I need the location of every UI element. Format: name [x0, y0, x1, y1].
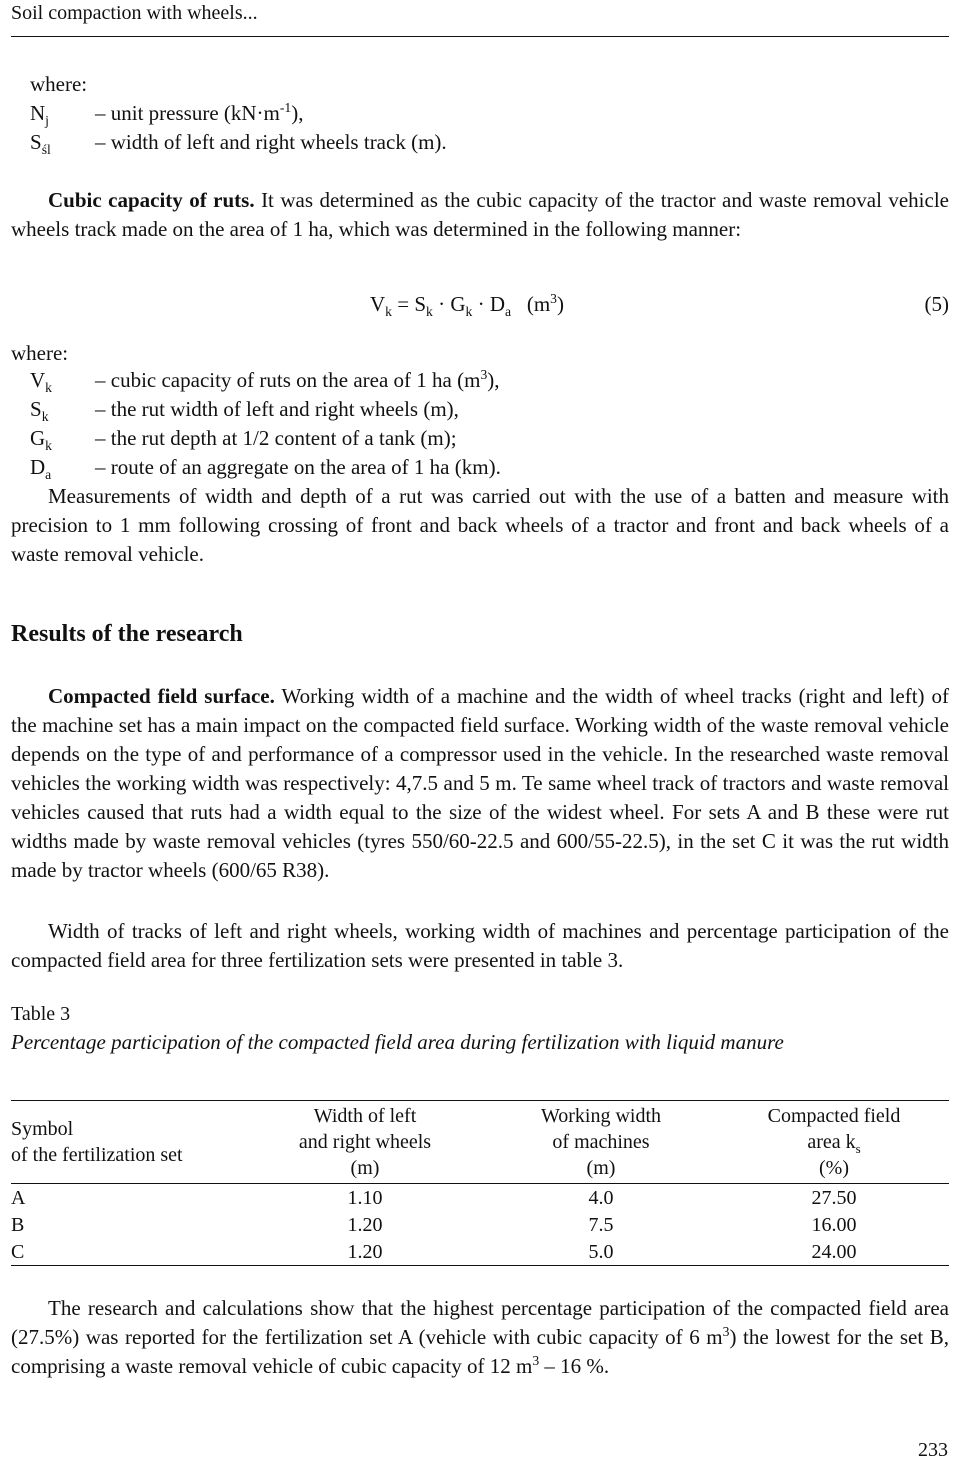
symbol-da: $D_a$: [30, 455, 52, 483]
header-rule: [11, 36, 949, 37]
cubic-capacity-paragraph: Cubic capacity of ruts. It was determined as the cubic capacity of the tractor and waste removal vehicle wheels track made on the area of 1 ha, which was determined in the following manner:: [11, 188, 949, 241]
cell-working-width: 7.5: [588, 1213, 614, 1236]
equation-number: (5): [924, 292, 949, 316]
section-heading: Results of the research: [11, 621, 243, 647]
where-label-2: where:: [11, 341, 69, 365]
table-row: [11, 1238, 949, 1266]
results-table: [11, 1100, 949, 1266]
cell-wheel-width: 1.10: [347, 1186, 383, 1209]
definition-da: – route of an aggregate on the area of 1 ha (km).: [95, 455, 501, 479]
symbol-sk: $S_k$: [30, 397, 49, 425]
table-label: Table 3: [11, 1003, 71, 1025]
compacted-field-paragraph: Compacted field surface. Working width of a machine and the width of wheel tracks (right and left) of the machine set has a main impact on the compacted field surface. Working width of the waste removal vehicle depends on the type of and performance of a compressor used in the vehicle. In the researched waste removal vehicles the working width was respectively: 4,7.5 and 5 m. Te same wheel track of tractors and waste removal vehicles caused that ruts had a width equal to the size of the widest wheel. For sets A and B these were rut widths made by waste removal vehicles (tyres 550/60-22.5 and 600/55-22.5), in the set C it was the rut width made by tractor wheels (600/65 R38).: [11, 684, 949, 882]
definition-ssl: – width of left and right wheels track (m).: [95, 130, 447, 154]
definition-vk: – cubic capacity of ruts on the area of 1 ha $(m^3)$,: [95, 367, 500, 392]
cell-symbol: A: [11, 1186, 26, 1209]
definition-sk: – the rut width of left and right wheels (m),: [95, 397, 459, 421]
symbol-gk: $G_k$: [30, 426, 52, 454]
cell-symbol: C: [11, 1240, 25, 1263]
page-number: 233: [918, 1439, 948, 1461]
cell-working-width: 5.0: [588, 1240, 614, 1263]
cell-compacted-area: 16.00: [811, 1213, 857, 1236]
header-wheel-width: Width of left and right wheels (m): [298, 1105, 432, 1179]
cell-wheel-width: 1.20: [347, 1240, 383, 1263]
cell-working-width: 4.0: [588, 1186, 614, 1209]
running-title: Soil compaction with wheels...: [11, 2, 258, 24]
equation-5: $V_k = S_k \cdot G_k \cdot D_a$ $(m^3)$: [370, 291, 564, 320]
cell-wheel-width: 1.20: [347, 1213, 383, 1236]
symbol-ssl: $S_{śl}$: [30, 130, 51, 158]
symbol-vk: $V_k$: [30, 368, 52, 396]
definition-gk: – the rut depth at 1/2 content of a tank (m);: [95, 426, 457, 450]
header-compacted-area: Compacted field area $k_s$ (%): [767, 1105, 901, 1179]
header-working-width: Working width of machines (m): [540, 1105, 662, 1179]
cell-compacted-area: 24.00: [811, 1240, 857, 1263]
table-row: [11, 1211, 949, 1238]
definition-nj: – unit pressure $(kN\cdot m^{-1})$,: [95, 100, 304, 125]
table-intro-paragraph: Width of tracks of left and right wheels, working width of machines and percentage participation of the compacted field area for three fertilization sets were presented in table 3.: [11, 919, 949, 972]
table-caption: Percentage participation of the compacted field area during fertilization with liquid manure: [11, 1030, 784, 1054]
cell-compacted-area: 27.50: [811, 1186, 857, 1209]
table-row: [11, 1184, 949, 1212]
conclusion-paragraph: The research and calculations show that the highest percentage participation of the compacted field area (27.5%) was reported for the fertilization set A (vehicle with cubic capacity of 6 $m^3$) the lowest for the set B, comprising a waste removal vehicle of cubic capacity of 12 $m^3 - 16$ %.: [11, 1296, 950, 1378]
symbol-nj: $N_j$: [30, 101, 49, 129]
where-label: where:: [30, 72, 88, 96]
header-symbol: Symbol of the fertilization set: [11, 1118, 183, 1166]
measurements-paragraph: Measurements of width and depth of a rut was carried out with the use of a batten and measure with precision to 1 mm following crossing of front and back wheels of a tractor and front and back wheels of a waste removal vehicle.: [11, 484, 949, 566]
cell-symbol: B: [11, 1213, 25, 1236]
table-header-row: [11, 1101, 949, 1184]
